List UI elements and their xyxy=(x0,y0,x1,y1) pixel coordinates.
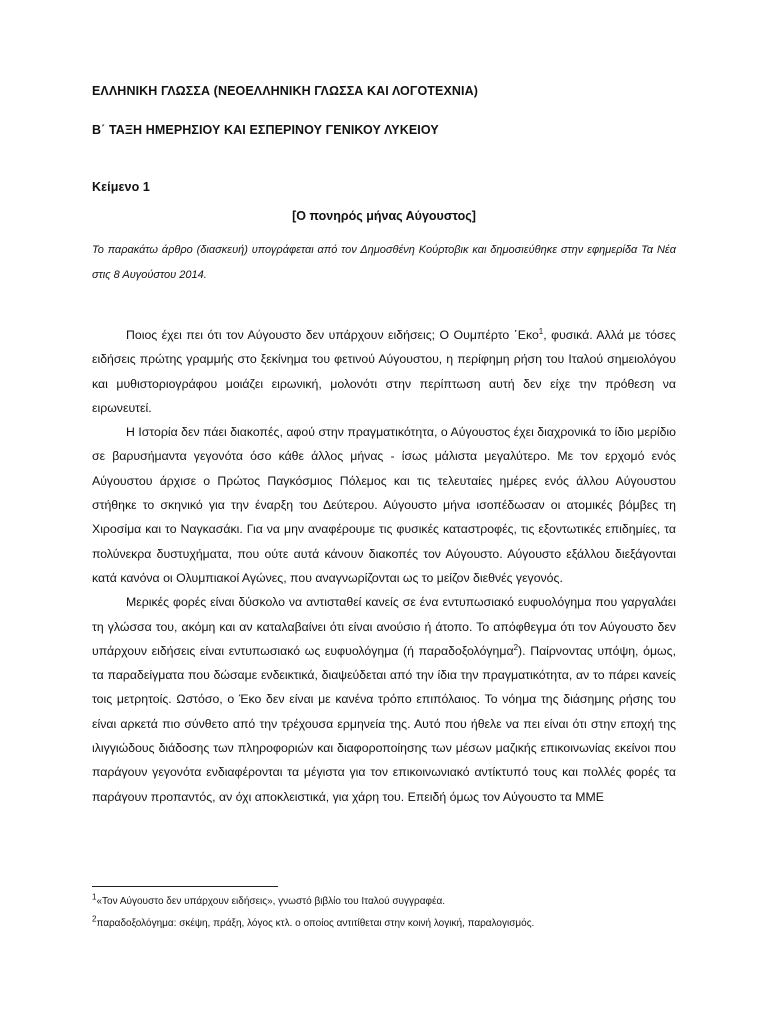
article-title: [Ο πονηρός μήνας Αύγουστος] xyxy=(292,209,476,223)
footnote-ref-2: 2 xyxy=(513,642,519,652)
article-intro: Το παρακάτω άρθρο (διασκευή) υπογράφεται από τον Δημοσθένη Κούρτοβικ και δημοσιεύθηκε στην εφημερίδα Τα Νέα στις 8 Αυγούστου 2014. xyxy=(92,244,676,281)
footnote-1 xyxy=(92,891,692,913)
footnote-2-number: 2 xyxy=(92,914,97,924)
footnote-ref-1: 1 xyxy=(538,326,544,336)
footnote-2 xyxy=(92,913,692,935)
paragraph-3 xyxy=(92,590,676,809)
paragraph-2: Η Ιστορία δεν πάει διακοπές, αφού στην πραγματικότητα, ο Αύγουστος έχει διαχρονικά το ίδιο μερίδιο σε βαρυσήμαντα γεγονότα όσο κάθε άλλος μήνας - ίσως μάλιστα μεγαλύτερο. Με τον ερχομό ενός Αύγουστου άρχισε ο Πρώτος Παγκόσμιος Πόλεμος και τις τελευταίες ημέρες ενός άλλου Αύγουστου στήθηκε το σκηνικό για την έναρξη του Δεύτερου. Αύγουστο μήνα ισοπέδωσαν οι ατομικές βόμβες τη Χιροσίμα και το Ναγκασάκι. Για να μην αναφέρουμε τις φυσικές καταστροφές, τις εξοντωτικές επιδημίες, τα πολύνεκρα δυστυχήματα, που ούτε αυτά κάνουν διακοπές τον Αύγουστο. Αύγουστο εξάλλου διεξάγονται κατά κανόνα οι Ολυμπιακοί Αγώνες, που αναγνωρίζονται ως το μείζον διεθνές γεγονός. xyxy=(92,425,676,585)
footnote-1-number: 1 xyxy=(92,892,97,902)
paragraph-1-text-a: Ποιος έχει πει ότι τον Αύγουστο δεν υπάρχουν ειδήσεις; Ο Ουμπέρτο ΄Εκο xyxy=(126,328,539,342)
text-label: Κείμενο 1 xyxy=(92,180,150,194)
grade-heading: Β΄ ΤΑΞΗ ΗΜΕΡΗΣΙΟΥ ΚΑΙ ΕΣΠΕΡΙΝΟΥ ΓΕΝΙΚΟΥ ΛΥΚΕΙΟΥ xyxy=(92,123,439,137)
footnote-2-text: παραδοξολόγημα: σκέψη, πράξη, λόγος κτλ. ο οποίος αντιτίθεται στην κοινή λογική, παραλογισμός. xyxy=(96,918,535,929)
footnote-1-text: «Τον Αύγουστο δεν υπάρχουν ειδήσεις», γνωστό βιβλίο του Ιταλού συγγραφέα. xyxy=(96,896,445,907)
footnote-divider xyxy=(92,886,278,887)
paragraph-1-text-b: , φυσικά. Αλλά με τόσες ειδήσεις πρώτης γραμμής στο ξεκίνημα του φετινού Αύγουστου, η περίφημη ρήση του Ιταλού σημειολόγου και μυθιστοριογράφου μοιάζει ειρωνική, μολονότι στην περίπτωση αυτή δεν είχε την πρόθεση να ειρωνευτεί. xyxy=(92,328,676,415)
footnotes xyxy=(92,891,692,935)
paragraph-3-text-a: Μερικές φορές είναι δύσκολο να αντισταθεί κανείς σε ένα εντυπωσιακό ευφυολόγημα που γαργαλάει τη γλώσσα του, ακόμη και αν καταλαβαίνει ότι είναι ανούσιο ή άτοπο. Το απόφθεγμα ότι τον Αύγουστο δεν υπάρχουν ειδήσεις είναι εντυπωσιακό ως ευφυολόγημα (ή παραδοξολόγημα xyxy=(92,595,676,658)
paragraph-3-text-b: ). Παίρνοντας υπόψη, όμως, τα παραδείγματα που δώσαμε ενδεικτικά, διαψεύδεται από την ίδια την πραγματικότητα, αν το πάρει κανείς τοις μετρητοίς. Ωστόσο, ο Έκο δεν είναι με κανένα τρόπο επιπόλαιος. Το νόημα της διάσημης ρήσης του είναι αρκετά πιο σύνθετο από την τρέχουσα ερμηνεία της. Αυτό που ήθελε να πει είναι ότι στην εποχή της ιλιγγιώδους διάδοσης των πληροφοριών και διαφοροποίησης των μέσων μαζικής επικοινωνίας εκείνοι που παράγουν γεγονότα ενδιαφέρονται τα μέγιστα για τον επικοινωνιακό αντίκτυπό τους και πολλές φορές τα παράγουν προπαντός, αν όχι αποκλειστικά, για χάρη του. Επειδή όμως τον Αύγουστο τα ΜΜΕ xyxy=(92,643,676,804)
paragraph-1 xyxy=(92,323,676,420)
article-body xyxy=(92,323,676,809)
course-heading: ΕΛΛΗΝΙΚΗ ΓΛΩΣΣΑ (ΝΕΟΕΛΛΗΝΙΚΗ ΓΛΩΣΣΑ ΚΑΙ ΛΟΓΟΤΕΧΝΙΑ) xyxy=(92,84,479,98)
